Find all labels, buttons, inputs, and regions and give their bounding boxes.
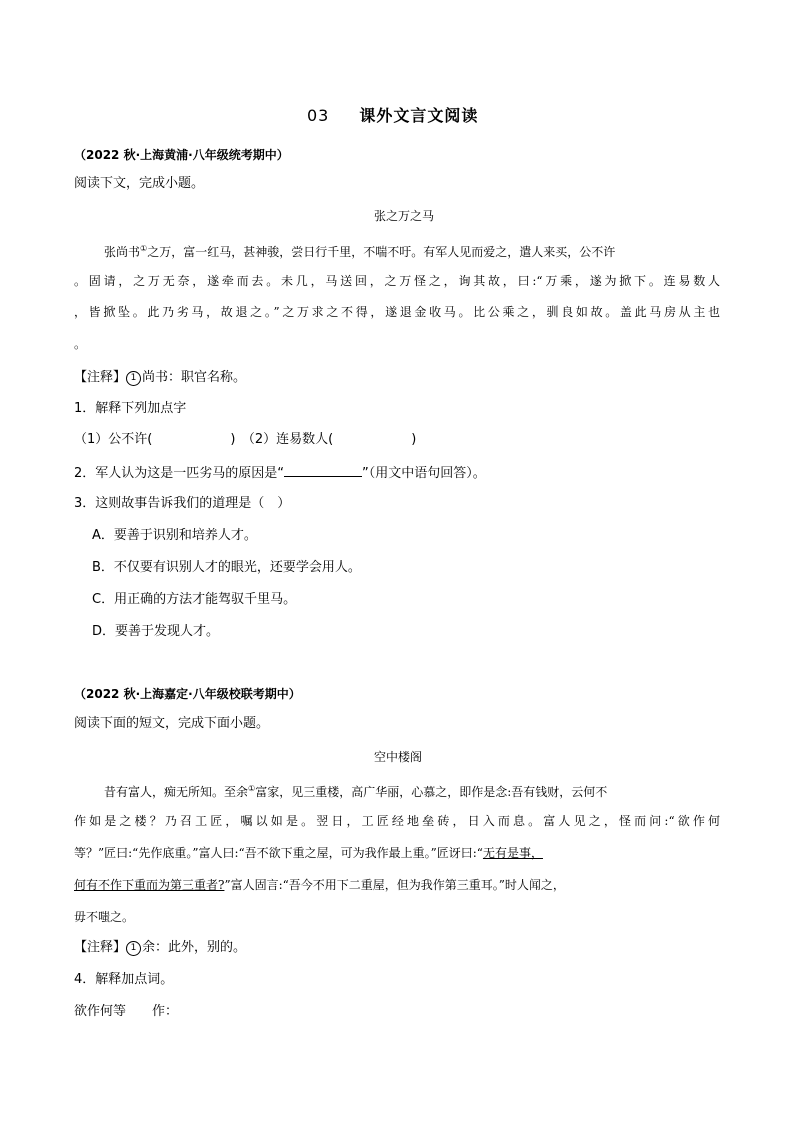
- passage2-text: 昔有富人，痴无所知。至余: [104, 785, 249, 799]
- passage1-title: 张之万之马: [374, 209, 435, 223]
- option-c: C．用正确的方法才能驾驭千里马。: [92, 592, 297, 607]
- passage1-text: 张尚书: [104, 245, 141, 259]
- passage1-line-2: 。固请，之万无奈，遂牵而去。未几，马送回，之万怪之，询其故，曰:“万乘，遂为掀下。连易数人: [74, 274, 720, 288]
- note-text: 余：此外，别的。: [142, 940, 247, 955]
- passage1-line-1: [104, 241, 720, 260]
- underlined-sentence: 无有是事，: [482, 846, 543, 860]
- question-2-text: 2．军人认为这是一匹劣马的原因是“: [74, 466, 285, 481]
- passage1-text: 之万，富一红马，甚神骏，尝日行千里，不喘不吁。有军人见而爱之，遣人来买，公不许: [147, 245, 616, 259]
- section2-instruction: 阅读下面的短文，完成下面小题。: [74, 716, 270, 731]
- question-4: 4．解释加点词。: [74, 972, 174, 987]
- passage2-text: 等？”匠曰:“先作底重。”富人曰:“吾不欲下重之屋，可为我作最上重。”匠讶曰:“: [74, 846, 483, 860]
- passage2-line-1: [104, 781, 720, 800]
- section1-note: [74, 370, 246, 386]
- passage2-line-4: [74, 877, 565, 893]
- footnote-mark: ①: [140, 244, 148, 253]
- note-label: 【注释】: [74, 370, 127, 385]
- title-text: 课外文言文阅读: [359, 106, 479, 125]
- underlined-sentence: 何有不作下重而为第三重者?: [74, 878, 225, 892]
- passage2-line-3: [74, 845, 543, 861]
- note-text: 尚书：职官名称。: [142, 370, 247, 385]
- passage1-line-3: ，皆掀坠。此乃劣马，故退之。”之万求之不得，遂退金收马。比公乘之，驯良如故。盖此马房从主也: [74, 305, 720, 319]
- note-number-badge: 1: [126, 941, 141, 956]
- passage2-text: ”富人固言:“吾今不用下二重屋，但为我作第三重耳。”时人闻之，: [224, 878, 565, 892]
- page-title: [307, 108, 478, 124]
- passage2-text: 富家，见三重楼，高广华丽，心慕之，即作是念:吾有钱财，云何不: [255, 785, 608, 799]
- section2-source: （2022 秋·上海嘉定·八年级校联考期中）: [74, 687, 301, 701]
- section1-instruction: 阅读下文，完成小题。: [74, 176, 205, 191]
- option-d: D．要善于发现人才。: [92, 624, 220, 639]
- passage2-title: 空中楼阁: [374, 750, 423, 764]
- section1-source: （2022 秋·上海黄浦·八年级统考期中）: [74, 148, 289, 162]
- title-number: 03: [307, 106, 330, 125]
- option-b: B．不仅要有识别人才的眼光，还要学会用人。: [92, 560, 361, 575]
- note-label: 【注释】: [74, 940, 127, 955]
- question-1: 1．解释下列加点字: [74, 401, 187, 416]
- answer-blank[interactable]: [284, 464, 362, 477]
- section2-note: [74, 940, 246, 956]
- question-2: [74, 464, 486, 482]
- question-3: 3．这则故事告诉我们的道理是（ ）: [74, 496, 291, 511]
- question-1-items: （1）公不许( ) （2）连易数人( ): [74, 432, 417, 447]
- option-a: A．要善于识别和培养人才。: [92, 528, 257, 543]
- passage2-line-5: 毋不嗤之。: [74, 910, 135, 924]
- footnote-mark: ①: [248, 784, 256, 793]
- question-4-item: 欲作何等 作：: [74, 1004, 179, 1019]
- passage2-line-2: 作如是之楼？乃召工匠，嘱以如是。翌日，工匠经地垒砖，日入而息。富人见之，怪而问:“欲作何: [74, 814, 720, 828]
- note-number-badge: 1: [126, 371, 141, 386]
- question-2-hint: ”（用文中语句回答）。: [362, 466, 486, 481]
- passage1-line-4: 。: [74, 337, 87, 351]
